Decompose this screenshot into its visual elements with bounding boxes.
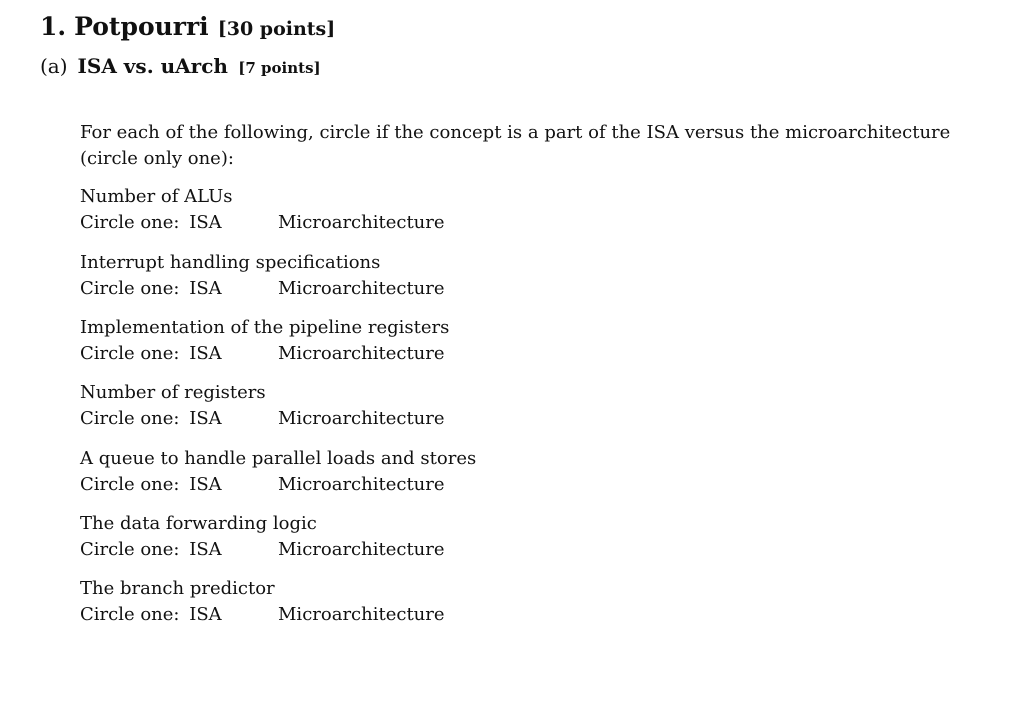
choice-isa[interactable]: ISA	[189, 343, 222, 364]
choice-row	[80, 406, 680, 432]
choice-isa[interactable]: ISA	[189, 539, 222, 560]
choice-prefix: Circle one:	[80, 408, 180, 429]
question-number: 1.	[40, 12, 67, 41]
choice-microarchitecture[interactable]: Microarchitecture	[278, 278, 445, 299]
question-points: [30 points]	[217, 18, 336, 40]
question-item	[80, 511, 680, 563]
choice-microarchitecture[interactable]: Microarchitecture	[278, 604, 445, 625]
question-prompt: The data forwarding logic	[80, 513, 317, 534]
question-prompt: Interrupt handling specifications	[80, 252, 381, 273]
choice-prefix: Circle one:	[80, 604, 180, 625]
choice-isa[interactable]: ISA	[189, 212, 222, 233]
choice-microarchitecture[interactable]: Microarchitecture	[278, 408, 445, 429]
question-prompt: The branch predictor	[80, 578, 275, 599]
choice-prefix: Circle one:	[80, 212, 180, 233]
choice-prefix: Circle one:	[80, 343, 180, 364]
choice-row	[80, 472, 680, 498]
question-item	[80, 380, 680, 432]
choice-microarchitecture[interactable]: Microarchitecture	[278, 539, 445, 560]
choice-prefix: Circle one:	[80, 539, 180, 560]
question-item	[80, 250, 680, 302]
choice-isa[interactable]: ISA	[189, 474, 222, 495]
question-prompt: Number of ALUs	[80, 186, 233, 207]
choice-microarchitecture[interactable]: Microarchitecture	[278, 343, 445, 364]
question-header	[40, 12, 335, 41]
choice-microarchitecture[interactable]: Microarchitecture	[278, 474, 445, 495]
question-prompt: Implementation of the pipeline registers	[80, 317, 450, 338]
question-item	[80, 184, 680, 236]
question-title: Potpourri	[74, 12, 209, 41]
question-prompt: Number of registers	[80, 382, 266, 403]
part-header	[40, 54, 321, 78]
choice-microarchitecture[interactable]: Microarchitecture	[278, 212, 445, 233]
choice-isa[interactable]: ISA	[189, 278, 222, 299]
choice-row	[80, 276, 680, 302]
choice-isa[interactable]: ISA	[189, 604, 222, 625]
question-item	[80, 315, 680, 367]
part-points: [7 points]	[238, 59, 321, 77]
choice-row	[80, 537, 680, 563]
choice-prefix: Circle one:	[80, 278, 180, 299]
question-prompt: A queue to handle parallel loads and stores	[80, 448, 477, 469]
choice-prefix: Circle one:	[80, 474, 180, 495]
question-item	[80, 446, 680, 498]
part-letter: (a)	[40, 54, 68, 78]
choice-row	[80, 602, 680, 628]
choice-isa[interactable]: ISA	[189, 408, 222, 429]
choice-row	[80, 210, 680, 236]
question-item	[80, 576, 680, 628]
instructions-text: For each of the following, circle if the concept is a part of the ISA versus the microarchitecture (circle only one):	[80, 122, 951, 169]
choice-row	[80, 341, 680, 367]
part-title: ISA vs. uArch	[77, 54, 228, 78]
